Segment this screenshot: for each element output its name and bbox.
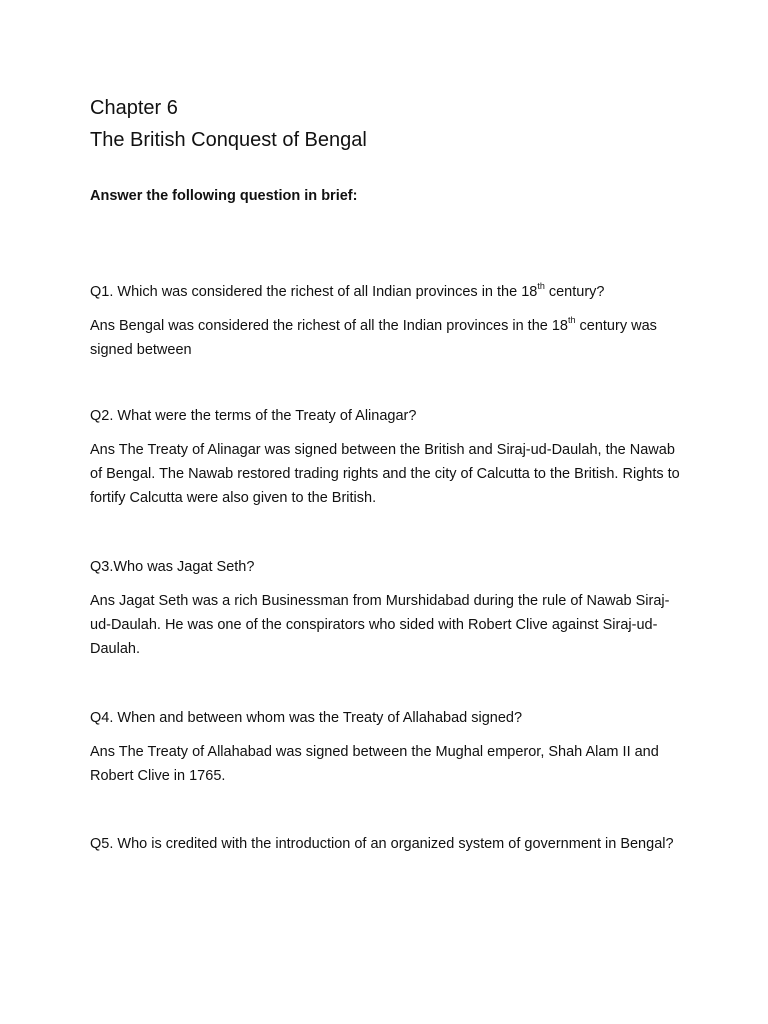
qa-item-1 xyxy=(90,280,690,362)
answer-3: Ans Jagat Seth was a rich Businessman from Murshidabad during the rule of Nawab Siraj-ud-Daulah. He was one of the conspirators who sided with Robert Clive against Siraj-ud-Daulah. xyxy=(90,593,670,657)
superscript: th xyxy=(567,315,576,326)
qa-item-4 xyxy=(90,706,690,788)
qa-item-5 xyxy=(90,832,690,866)
document-content xyxy=(90,92,690,852)
question-5: Q5. Who is credited with the introduction of an organized system of government in Bengal? xyxy=(90,836,674,852)
qa-item-2 xyxy=(90,404,690,510)
superscript: th xyxy=(537,281,545,292)
answer-2: Ans The Treaty of Alinagar was signed between the British and Siraj-ud-Daulah, the Nawab of Bengal. The Nawab restored trading rights and the city of Calcutta to the British. Rights to fortify Calcutta were also given to the British. xyxy=(90,442,680,506)
chapter-title: The British Conquest of Bengal xyxy=(90,129,367,151)
qa-item-3 xyxy=(90,555,690,661)
answer-1: Ans Bengal was considered the richest of all the Indian provinces in the 18th century was signed between xyxy=(90,315,657,358)
question-3: Q3.Who was Jagat Seth? xyxy=(90,559,255,575)
instruction-text: Answer the following question in brief: xyxy=(90,188,358,204)
chapter-number: Chapter 6 xyxy=(90,97,178,119)
question-2: Q2. What were the terms of the Treaty of Alinagar? xyxy=(90,408,417,424)
question-4: Q4. When and between whom was the Treaty of Allahabad signed? xyxy=(90,710,523,726)
answer-4: Ans The Treaty of Allahabad was signed between the Mughal emperor, Shah Alam II and Robert Clive in 1765. xyxy=(90,744,659,784)
question-1: Q1. Which was considered the richest of all Indian provinces in the 18th century? xyxy=(90,281,605,300)
